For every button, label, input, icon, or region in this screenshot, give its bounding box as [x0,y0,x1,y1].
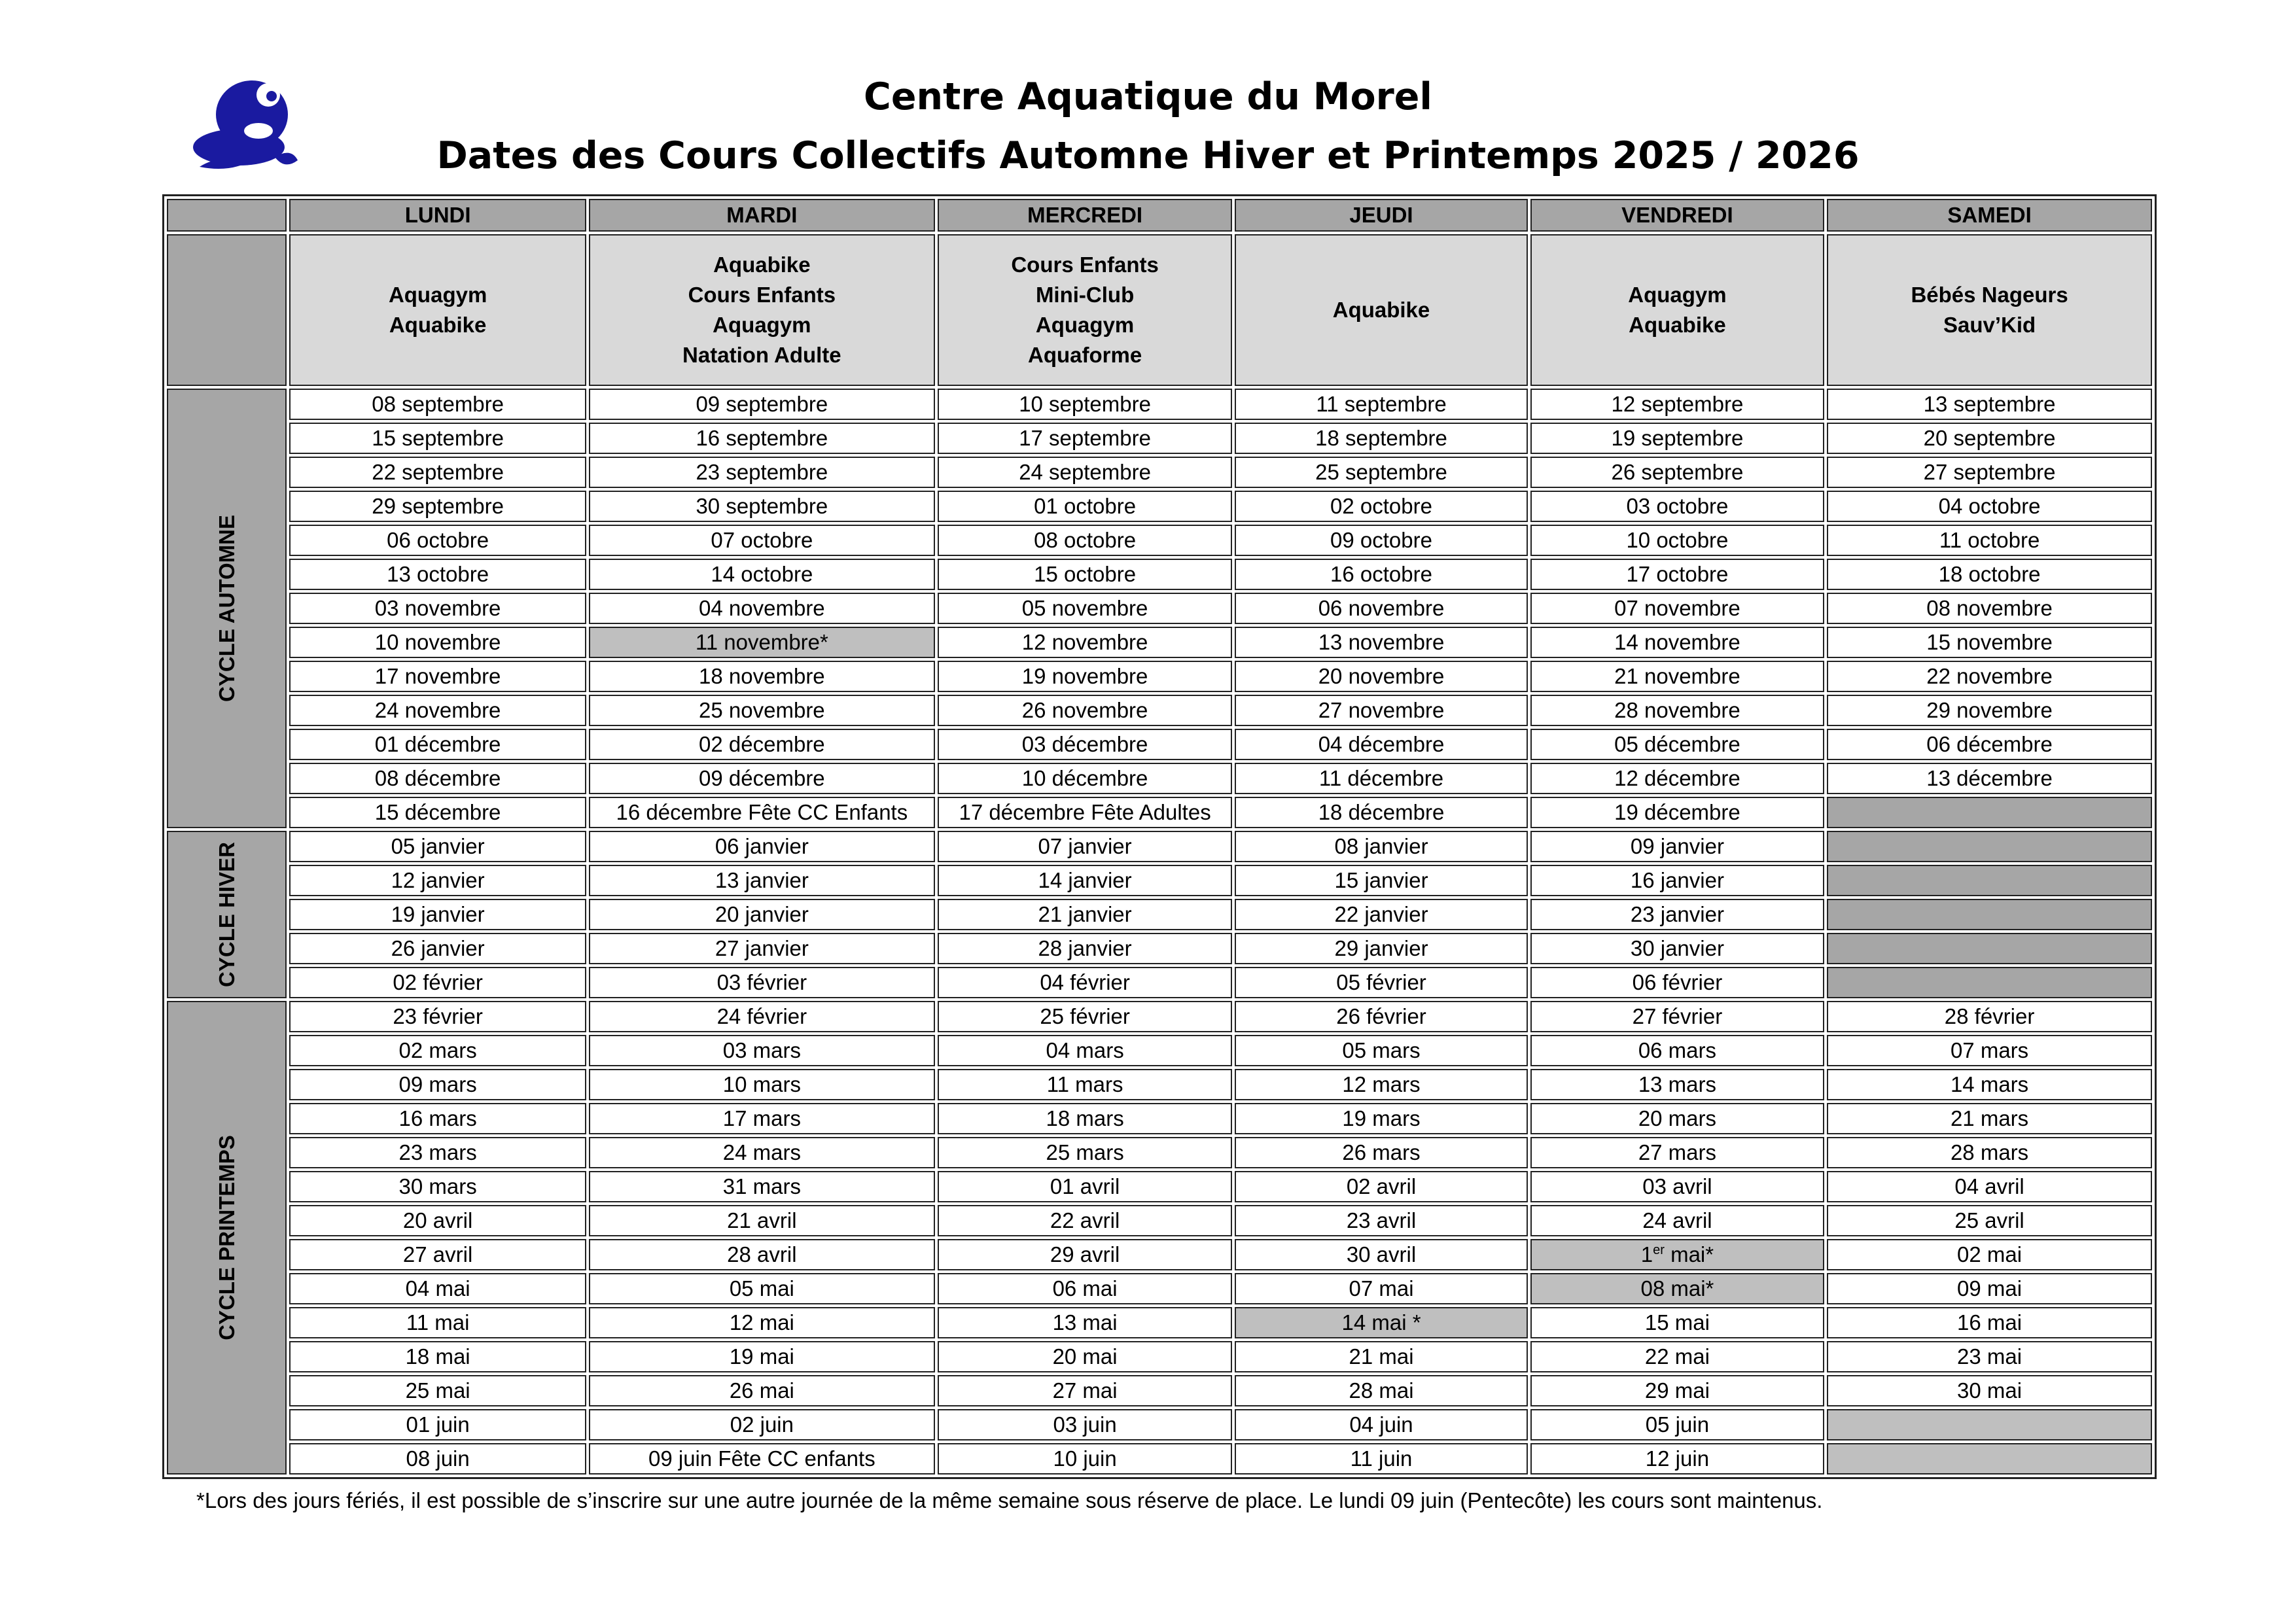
date-cell: 23 février [289,1001,586,1032]
activity-name: Mini-Club [1035,283,1135,307]
date-cell: 11 mars [938,1069,1232,1100]
date-cell [1827,933,2152,964]
activity-name: Cours Enfants [688,283,836,307]
date-cell: 19 mars [1235,1103,1527,1134]
cycle-label: CYCLE PRINTEMPS [214,1135,239,1340]
date-cell: 07 mars [1827,1035,2152,1066]
date-cell: 31 mars [589,1171,935,1202]
date-cell: 15 mai [1530,1307,1824,1338]
date-cell: 06 octobre [289,525,586,556]
date-cell: 27 janvier [589,933,935,964]
date-cell: 04 juin [1235,1409,1527,1440]
date-cell [1827,831,2152,862]
table-row [167,1375,2152,1406]
schedule-table [162,194,2157,1479]
date-cell: 21 avril [589,1205,935,1236]
date-cell: 22 septembre [289,457,586,488]
table-row [167,1239,2152,1270]
table-row [167,1035,2152,1066]
date-cell: 06 décembre [1827,729,2152,760]
date-cell: 21 novembre [1530,661,1824,692]
date-cell: 16 septembre [589,423,935,454]
date-cell: 30 mai [1827,1375,2152,1406]
date-cell: 26 mai [589,1375,935,1406]
date-cell: 02 février [289,967,586,998]
date-cell: 02 juin [589,1409,935,1440]
footnote: *Lors des jours fériés, il est possible de s’inscrire sur une autre journée de la même semaine sous réserve de place. Le lundi 09 juin (Pentecôte) les cours sont maintenus. [196,1488,1823,1512]
date-cell: 28 avril [589,1239,935,1270]
date-cell: 05 mars [1235,1035,1527,1066]
date-cell: 27 février [1530,1001,1824,1032]
date-cell: 01 juin [289,1409,586,1440]
date-cell: 27 septembre [1827,457,2152,488]
date-cell: 15 janvier [1235,865,1527,896]
date-cell: 03 avril [1530,1171,1824,1202]
table-row [167,661,2152,692]
date-cell: 08 juin [289,1443,586,1475]
activities-row [167,234,2152,386]
day-header-lundi: LUNDI [289,199,586,232]
date-cell: 04 octobre [1827,491,2152,522]
date-cell: 13 mars [1530,1069,1824,1100]
date-cell: 28 mars [1827,1137,2152,1168]
date-cell: 16 janvier [1530,865,1824,896]
day-header-samedi: SAMEDI [1827,199,2152,232]
table-row [167,1171,2152,1202]
date-cell: 29 mai [1530,1375,1824,1406]
date-cell: 30 septembre [589,491,935,522]
date-cell: 07 mai [1235,1273,1527,1304]
date-cell: 05 mai [589,1273,935,1304]
date-cell: 07 octobre [589,525,935,556]
date-cell: 1er mai* [1530,1239,1824,1270]
date-cell: 20 avril [289,1205,586,1236]
date-cell: 02 octobre [1235,491,1527,522]
date-cell: 09 mars [289,1069,586,1100]
date-cell: 25 février [938,1001,1232,1032]
activity-cell [1235,234,1527,386]
table-row [167,1137,2152,1168]
date-cell: 27 mars [1530,1137,1824,1168]
date-cell: 18 décembre [1235,797,1527,828]
table-row [167,933,2152,964]
date-cell: 13 décembre [1827,763,2152,794]
table-row [167,1307,2152,1338]
table-row [167,1001,2152,1032]
cycle-label-cell [167,389,287,828]
date-cell: 25 novembre [589,695,935,726]
date-cell: 13 janvier [589,865,935,896]
date-cell: 18 mars [938,1103,1232,1134]
date-cell: 23 mai [1827,1341,2152,1372]
date-cell: 10 juin [938,1443,1232,1475]
date-cell: 20 novembre [1235,661,1527,692]
date-cell: 05 janvier [289,831,586,862]
date-cell: 22 janvier [1235,899,1527,930]
table-row [167,1205,2152,1236]
table-row [167,1409,2152,1440]
activity-name: Aquaforme [1028,343,1142,367]
day-header-vendredi: VENDREDI [1530,199,1824,232]
date-cell: 18 novembre [589,661,935,692]
date-cell: 21 mars [1827,1103,2152,1134]
date-cell: 06 janvier [589,831,935,862]
date-cell: 26 novembre [938,695,1232,726]
date-cell: 07 janvier [938,831,1232,862]
date-cell: 13 octobre [289,559,586,590]
date-cell: 25 avril [1827,1205,2152,1236]
date-cell: 09 septembre [589,389,935,420]
date-cell: 24 novembre [289,695,586,726]
date-cell: 04 février [938,967,1232,998]
table-row [167,1103,2152,1134]
date-cell: 11 décembre [1235,763,1527,794]
date-cell [1827,967,2152,998]
date-cell: 15 octobre [938,559,1232,590]
date-cell: 04 mai [289,1273,586,1304]
date-cell: 08 novembre [1827,593,2152,624]
date-cell: 30 mars [289,1171,586,1202]
activity-cell [289,234,586,386]
date-cell [1827,865,2152,896]
day-header-jeudi: JEUDI [1235,199,1527,232]
date-cell: 01 décembre [289,729,586,760]
date-cell: 17 octobre [1530,559,1824,590]
date-cell: 22 avril [938,1205,1232,1236]
date-cell: 11 octobre [1827,525,2152,556]
date-cell: 30 janvier [1530,933,1824,964]
table-row [167,1069,2152,1100]
date-cell: 29 novembre [1827,695,2152,726]
date-cell: 18 septembre [1235,423,1527,454]
date-cell: 12 juin [1530,1443,1824,1475]
date-cell: 19 mai [589,1341,935,1372]
activity-cell [938,234,1232,386]
date-cell: 16 mai [1827,1307,2152,1338]
date-cell: 12 septembre [1530,389,1824,420]
date-cell: 29 avril [938,1239,1232,1270]
activity-name: Aquabike [1332,298,1430,322]
date-cell: 29 septembre [289,491,586,522]
date-cell: 17 décembre Fête Adultes [938,797,1232,828]
date-cell: 08 décembre [289,763,586,794]
table-row [167,491,2152,522]
table-row [167,1341,2152,1372]
date-cell: 11 novembre* [589,627,935,658]
date-cell: 05 juin [1530,1409,1824,1440]
date-cell: 14 novembre [1530,627,1824,658]
date-cell: 15 novembre [1827,627,2152,658]
date-cell: 16 décembre Fête CC Enfants [589,797,935,828]
date-cell: 08 octobre [938,525,1232,556]
date-cell: 28 février [1827,1001,2152,1032]
day-header-row [167,199,2152,232]
corner-cell [167,199,287,232]
date-cell: 12 mai [589,1307,935,1338]
date-cell: 10 octobre [1530,525,1824,556]
date-cell: 06 février [1530,967,1824,998]
date-cell: 06 mars [1530,1035,1824,1066]
date-cell: 11 mai [289,1307,586,1338]
date-cell: 21 janvier [938,899,1232,930]
activities-row-corner [167,234,287,386]
date-cell: 19 novembre [938,661,1232,692]
date-cell: 27 avril [289,1239,586,1270]
date-cell: 21 mai [1235,1341,1527,1372]
date-cell: 18 mai [289,1341,586,1372]
date-cell: 27 novembre [1235,695,1527,726]
activity-name: Aquabike [713,253,811,277]
table-row [167,763,2152,794]
date-cell: 24 septembre [938,457,1232,488]
date-cell: 09 décembre [589,763,935,794]
date-cell: 06 mai [938,1273,1232,1304]
table-row [167,559,2152,590]
date-cell: 22 mai [1530,1341,1824,1372]
date-cell: 25 septembre [1235,457,1527,488]
activity-name: Bébés Nageurs [1911,283,2068,307]
date-cell: 10 novembre [289,627,586,658]
date-cell: 03 décembre [938,729,1232,760]
date-cell: 28 novembre [1530,695,1824,726]
date-cell: 04 avril [1827,1171,2152,1202]
date-cell: 14 octobre [589,559,935,590]
date-cell: 20 janvier [589,899,935,930]
date-cell: 19 septembre [1530,423,1824,454]
date-cell: 20 septembre [1827,423,2152,454]
date-cell: 05 décembre [1530,729,1824,760]
activity-name: Aquagym [388,283,487,307]
activity-cell [1530,234,1824,386]
date-cell: 13 novembre [1235,627,1527,658]
table-row [167,797,2152,828]
day-header-mercredi: MERCREDI [938,199,1232,232]
date-cell: 20 mai [938,1341,1232,1372]
date-cell: 30 avril [1235,1239,1527,1270]
table-row [167,695,2152,726]
date-cell: 24 mars [589,1137,935,1168]
date-cell: 26 mars [1235,1137,1527,1168]
date-cell: 25 mai [289,1375,586,1406]
date-cell: 01 octobre [938,491,1232,522]
date-cell: 10 mars [589,1069,935,1100]
cycle-label: CYCLE AUTOMNE [214,514,239,703]
date-cell: 11 septembre [1235,389,1527,420]
date-cell: 22 novembre [1827,661,2152,692]
day-header-mardi: MARDI [589,199,935,232]
date-cell: 04 mars [938,1035,1232,1066]
activity-name: Aquabike [1629,313,1726,337]
date-cell: 12 janvier [289,865,586,896]
date-cell: 09 juin Fête CC enfants [589,1443,935,1475]
date-cell: 17 septembre [938,423,1232,454]
table-row [167,899,2152,930]
date-cell: 14 janvier [938,865,1232,896]
table-row [167,831,2152,862]
date-cell [1827,1409,2152,1440]
date-cell: 23 septembre [589,457,935,488]
date-cell: 05 novembre [938,593,1232,624]
table-row [167,389,2152,420]
date-cell: 23 janvier [1530,899,1824,930]
date-cell: 13 septembre [1827,389,2152,420]
date-cell: 11 juin [1235,1443,1527,1475]
date-cell: 08 septembre [289,389,586,420]
date-cell: 15 décembre [289,797,586,828]
page-subtitle: Dates des Cours Collectifs Automne Hiver et Printemps 2025 / 2026 [436,134,1860,177]
date-cell: 28 mai [1235,1375,1527,1406]
date-cell: 12 décembre [1530,763,1824,794]
activity-name: Aquabike [389,313,487,337]
date-cell: 02 mars [289,1035,586,1066]
date-cell: 24 avril [1530,1205,1824,1236]
table-row [167,593,2152,624]
date-cell: 19 décembre [1530,797,1824,828]
date-cell: 14 mai * [1235,1307,1527,1338]
date-cell: 19 janvier [289,899,586,930]
activity-name: Aquagym [713,313,811,337]
cycle-label-cell [167,1001,287,1475]
date-cell: 04 novembre [589,593,935,624]
date-cell: 13 mai [938,1307,1232,1338]
cycle-label-cell [167,831,287,998]
date-cell: 08 mai* [1530,1273,1824,1304]
activity-cell [589,234,935,386]
date-cell: 17 mars [589,1103,935,1134]
date-cell: 27 mai [938,1375,1232,1406]
date-cell: 03 février [589,967,935,998]
date-cell: 04 décembre [1235,729,1527,760]
activity-name: Sauv’Kid [1943,313,2036,337]
activity-cell [1827,234,2152,386]
activity-name: Aquagym [1035,313,1135,337]
date-cell: 14 mars [1827,1069,2152,1100]
date-cell: 18 octobre [1827,559,2152,590]
date-cell: 09 janvier [1530,831,1824,862]
table-row [167,865,2152,896]
date-cell: 03 juin [938,1409,1232,1440]
table-row [167,967,2152,998]
date-cell: 03 octobre [1530,491,1824,522]
date-cell: 16 mars [289,1103,586,1134]
table-row [167,1443,2152,1475]
date-cell: 28 janvier [938,933,1232,964]
date-cell: 16 octobre [1235,559,1527,590]
date-cell: 01 avril [938,1171,1232,1202]
table-row [167,627,2152,658]
date-cell [1827,797,2152,828]
activity-name: Natation Adulte [682,343,841,367]
date-cell: 29 janvier [1235,933,1527,964]
date-cell: 09 octobre [1235,525,1527,556]
table-row [167,729,2152,760]
date-cell: 24 février [589,1001,935,1032]
cycle-label: CYCLE HIVER [214,842,239,987]
date-cell: 03 novembre [289,593,586,624]
page-title: Centre Aquatique du Morel [864,75,1432,118]
date-cell: 06 novembre [1235,593,1527,624]
date-cell: 15 septembre [289,423,586,454]
table-row [167,1273,2152,1304]
date-cell: 26 septembre [1530,457,1824,488]
date-cell: 10 décembre [938,763,1232,794]
activity-name: Cours Enfants [1011,253,1159,277]
date-cell: 12 novembre [938,627,1232,658]
table-row [167,457,2152,488]
date-cell: 26 février [1235,1001,1527,1032]
date-cell: 09 mai [1827,1273,2152,1304]
date-cell: 02 avril [1235,1171,1527,1202]
date-cell: 02 décembre [589,729,935,760]
date-cell: 10 septembre [938,389,1232,420]
date-cell [1827,1443,2152,1475]
date-cell [1827,899,2152,930]
date-cell: 08 janvier [1235,831,1527,862]
date-cell: 23 avril [1235,1205,1527,1236]
date-cell: 05 février [1235,967,1527,998]
date-cell: 26 janvier [289,933,586,964]
date-cell: 23 mars [289,1137,586,1168]
date-cell: 03 mars [589,1035,935,1066]
date-cell: 17 novembre [289,661,586,692]
date-cell: 02 mai [1827,1239,2152,1270]
table-row [167,525,2152,556]
table-row [167,423,2152,454]
activity-name: Aquagym [1628,283,1727,307]
date-cell: 07 novembre [1530,593,1824,624]
date-cell: 20 mars [1530,1103,1824,1134]
date-cell: 12 mars [1235,1069,1527,1100]
date-cell: 25 mars [938,1137,1232,1168]
